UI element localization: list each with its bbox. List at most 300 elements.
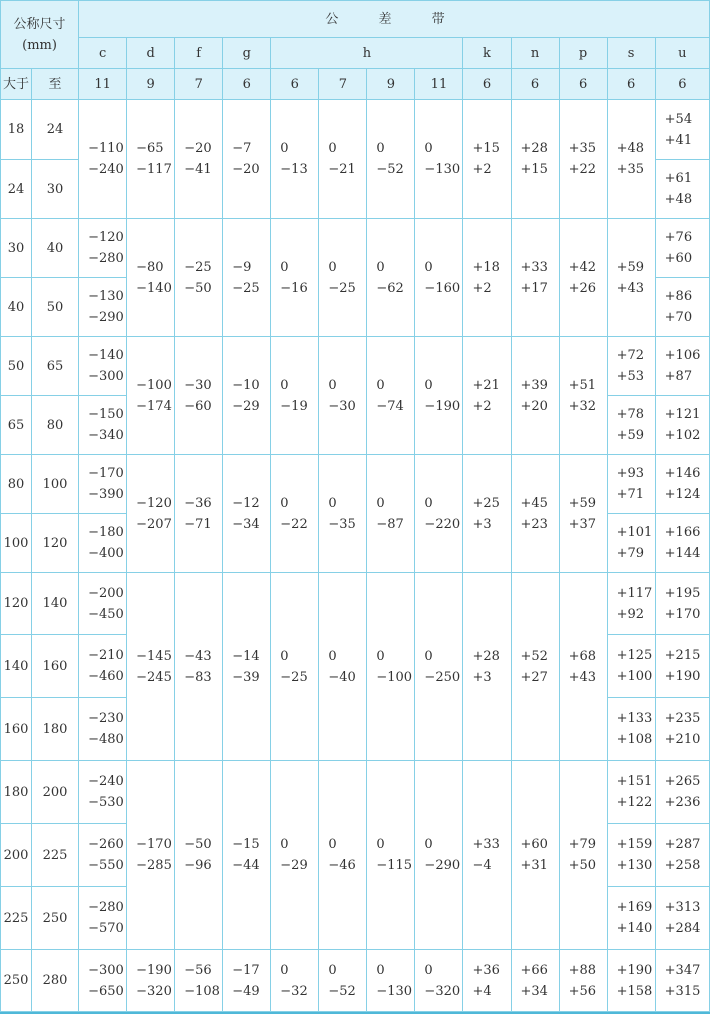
value-g <box>223 573 271 761</box>
value-c-upper: −110 <box>88 141 124 156</box>
value-u-lower: +41 <box>664 132 693 148</box>
value-c <box>79 219 127 278</box>
value-h6-lower: −22 <box>280 516 308 532</box>
value-d-upper: −120 <box>136 495 172 511</box>
size-to: 30 <box>32 160 79 219</box>
value-s-upper: +48 <box>616 141 645 156</box>
table-row <box>1 100 710 160</box>
size-from: 24 <box>1 160 32 219</box>
value-h6 <box>271 455 319 573</box>
value-f-lower: −83 <box>184 669 212 685</box>
value-h7-lower: −40 <box>328 669 356 685</box>
value-g-lower: −25 <box>232 280 260 296</box>
size-to: 160 <box>32 635 79 698</box>
value-s-lower: +43 <box>616 280 645 296</box>
value-h7-lower: −30 <box>328 398 356 414</box>
value-h6-lower: −13 <box>280 162 308 177</box>
value-g <box>223 761 271 950</box>
value-k <box>463 455 511 573</box>
value-h6-upper: 0 <box>280 377 289 393</box>
value-u-upper: +76 <box>664 230 693 245</box>
size-to: 80 <box>32 396 79 455</box>
value-c-upper: −240 <box>88 774 124 789</box>
tolerance-zone-label: 公 差 带 <box>325 11 463 27</box>
nominal-size-unit: (mm) <box>22 37 57 53</box>
value-u-upper: +121 <box>664 407 701 422</box>
value-s-lower: +79 <box>616 546 645 561</box>
value-h6-upper: 0 <box>280 962 289 978</box>
value-s <box>607 337 655 396</box>
letter-c: c <box>79 38 127 69</box>
value-u-lower: +60 <box>664 251 693 266</box>
size-from: 250 <box>1 950 32 1012</box>
value-h9-upper: 0 <box>376 259 385 275</box>
value-f-upper: −36 <box>184 495 212 511</box>
grade-h7: 7 <box>319 69 367 100</box>
value-s <box>607 573 655 635</box>
value-g-lower: −39 <box>232 669 260 685</box>
value-c-upper: −120 <box>88 230 124 245</box>
value-d-upper: −65 <box>136 141 164 156</box>
size-from: 140 <box>1 635 32 698</box>
value-h7-lower: −35 <box>328 516 356 532</box>
value-n-upper: +66 <box>520 962 548 978</box>
letter-p: p <box>559 38 607 69</box>
value-h9 <box>367 455 415 573</box>
value-p-upper: +59 <box>568 495 596 511</box>
size-from: 50 <box>1 337 32 396</box>
value-d-lower: −285 <box>136 858 172 873</box>
value-s <box>607 514 655 573</box>
value-h9-upper: 0 <box>376 837 385 852</box>
size-to: 250 <box>32 887 79 950</box>
value-f-lower: −96 <box>184 858 212 873</box>
value-d-lower: −174 <box>136 398 172 414</box>
value-d-upper: −190 <box>136 962 172 978</box>
value-g <box>223 219 271 337</box>
value-c <box>79 278 127 337</box>
size-from: 100 <box>1 514 32 573</box>
size-from: 160 <box>1 698 32 761</box>
value-h9-lower: −100 <box>376 669 413 685</box>
size-to: 280 <box>32 950 79 1012</box>
value-c-lower: −290 <box>88 310 124 325</box>
value-u-upper: +146 <box>664 466 701 481</box>
value-g-upper: −10 <box>232 377 260 393</box>
value-g <box>223 950 271 1012</box>
grade-s: 6 <box>607 69 655 100</box>
table-row <box>1 219 710 278</box>
value-h9-lower: −74 <box>376 398 404 414</box>
value-s-upper: +151 <box>616 774 653 789</box>
value-s <box>607 698 655 761</box>
value-c-lower: −450 <box>88 606 124 622</box>
value-u-lower: +258 <box>664 858 701 873</box>
value-u-lower: +87 <box>664 369 693 384</box>
value-d-upper: −170 <box>136 837 172 852</box>
value-c-upper: −300 <box>88 962 124 978</box>
value-k-lower: +3 <box>472 516 492 532</box>
value-d-lower: −320 <box>136 983 172 999</box>
value-g-lower: −49 <box>232 983 260 999</box>
value-c-lower: −530 <box>88 795 124 810</box>
value-h7 <box>319 219 367 337</box>
value-h9-lower: −87 <box>376 516 404 532</box>
grade-c: 11 <box>79 69 127 100</box>
value-u-upper: +54 <box>664 111 693 127</box>
value-h11-lower: −190 <box>424 398 461 414</box>
value-h9-upper: 0 <box>376 377 385 393</box>
value-p-upper: +68 <box>568 648 596 664</box>
value-u-lower: +315 <box>664 983 701 999</box>
table-body <box>1 100 710 1012</box>
value-k <box>463 761 511 950</box>
value-s <box>607 100 655 219</box>
value-f <box>175 455 223 573</box>
value-f-upper: −25 <box>184 259 212 275</box>
value-h6-lower: −19 <box>280 398 308 414</box>
upto-label: 至 <box>32 69 79 100</box>
value-f-upper: −50 <box>184 837 212 852</box>
letter-k: k <box>463 38 511 69</box>
value-u <box>655 455 709 514</box>
value-k <box>463 573 511 761</box>
value-f-upper: −20 <box>184 141 212 156</box>
value-n-lower: +23 <box>520 516 548 532</box>
size-to: 40 <box>32 219 79 278</box>
letter-d: d <box>127 38 175 69</box>
value-h9-lower: −130 <box>376 983 413 999</box>
value-u <box>655 100 709 160</box>
value-h11-upper: 0 <box>424 141 433 156</box>
value-k-upper: +33 <box>472 837 500 852</box>
size-to: 225 <box>32 824 79 887</box>
value-c-lower: −240 <box>88 162 124 177</box>
value-p <box>559 219 607 337</box>
value-d-lower: −140 <box>136 280 172 296</box>
value-u-upper: +61 <box>664 171 693 186</box>
value-u <box>655 160 709 219</box>
value-h7 <box>319 950 367 1012</box>
value-h9-lower: −62 <box>376 280 404 296</box>
size-to: 200 <box>32 761 79 824</box>
grade-h11: 11 <box>415 69 463 100</box>
letter-n: n <box>511 38 559 69</box>
value-c-upper: −130 <box>88 289 124 304</box>
value-n-lower: +17 <box>520 280 548 296</box>
value-n-lower: +27 <box>520 669 548 685</box>
value-p-upper: +88 <box>568 962 596 978</box>
value-u <box>655 761 709 824</box>
value-p-upper: +79 <box>568 837 596 852</box>
value-h7-upper: 0 <box>328 495 337 511</box>
letter-g: g <box>223 38 271 69</box>
value-k <box>463 219 511 337</box>
value-h9 <box>367 950 415 1012</box>
value-h9 <box>367 337 415 455</box>
value-u <box>655 219 709 278</box>
value-h6 <box>271 761 319 950</box>
grade-h9: 9 <box>367 69 415 100</box>
value-p-lower: +43 <box>568 669 596 685</box>
value-c <box>79 698 127 761</box>
value-g-upper: −17 <box>232 962 260 978</box>
value-c <box>79 573 127 635</box>
value-f-lower: −71 <box>184 516 212 532</box>
grade-k: 6 <box>463 69 511 100</box>
value-s-upper: +78 <box>616 407 645 422</box>
value-h11-upper: 0 <box>424 259 433 275</box>
grade-f: 7 <box>175 69 223 100</box>
value-p <box>559 761 607 950</box>
grade-d: 9 <box>127 69 175 100</box>
size-to: 65 <box>32 337 79 396</box>
value-d-upper: −145 <box>136 648 172 664</box>
size-to: 180 <box>32 698 79 761</box>
value-h6-upper: 0 <box>280 837 289 852</box>
value-d <box>127 573 175 761</box>
value-h11-upper: 0 <box>424 837 433 852</box>
size-to: 140 <box>32 573 79 635</box>
value-c <box>79 396 127 455</box>
nominal-size-header <box>1 1 79 69</box>
value-s-upper: +93 <box>616 466 645 481</box>
value-s <box>607 455 655 514</box>
letter-s: s <box>607 38 655 69</box>
value-d <box>127 455 175 573</box>
value-c <box>79 514 127 573</box>
value-h9-upper: 0 <box>376 648 385 664</box>
value-h11-lower: −220 <box>424 516 461 532</box>
value-p-lower: +50 <box>568 858 596 873</box>
value-s <box>607 635 655 698</box>
value-u-upper: +265 <box>664 774 701 789</box>
value-u <box>655 950 709 1012</box>
value-u <box>655 337 709 396</box>
value-s-upper: +117 <box>616 585 653 601</box>
value-d-upper: −80 <box>136 259 164 275</box>
value-p-upper: +51 <box>568 377 596 393</box>
value-f-lower: −60 <box>184 398 212 414</box>
value-n-upper: +33 <box>520 259 548 275</box>
value-u-lower: +144 <box>664 546 701 561</box>
value-k-upper: +21 <box>472 377 500 393</box>
value-k-upper: +36 <box>472 962 500 978</box>
value-s <box>607 950 655 1012</box>
value-h11-upper: 0 <box>424 648 433 664</box>
value-k-lower: +2 <box>472 162 492 177</box>
value-s-lower: +122 <box>616 795 653 810</box>
value-n-upper: +45 <box>520 495 548 511</box>
value-d-lower: −117 <box>136 162 172 177</box>
value-d <box>127 761 175 950</box>
value-c-lower: −650 <box>88 983 124 999</box>
value-f-lower: −50 <box>184 280 212 296</box>
table-row <box>1 455 710 514</box>
value-g <box>223 100 271 219</box>
value-h11-upper: 0 <box>424 377 433 393</box>
value-k-upper: +15 <box>472 141 500 156</box>
value-h7 <box>319 100 367 219</box>
value-s-upper: +101 <box>616 525 653 540</box>
value-p <box>559 337 607 455</box>
value-d-upper: −100 <box>136 377 172 393</box>
value-c-upper: −210 <box>88 648 124 663</box>
header-row-letters <box>1 38 710 69</box>
value-k <box>463 337 511 455</box>
value-h11-lower: −130 <box>424 162 461 177</box>
value-c-lower: −570 <box>88 921 124 936</box>
value-s-lower: +158 <box>616 983 653 999</box>
value-n-upper: +28 <box>520 141 548 156</box>
value-h6-upper: 0 <box>280 259 289 275</box>
value-u-upper: +106 <box>664 348 701 363</box>
value-n-lower: +31 <box>520 858 548 873</box>
value-g-lower: −34 <box>232 516 260 532</box>
value-h11 <box>415 761 463 950</box>
value-u-upper: +347 <box>664 962 701 978</box>
value-h9 <box>367 219 415 337</box>
value-u-upper: +86 <box>664 289 693 304</box>
value-u-upper: +313 <box>664 900 701 915</box>
value-s-lower: +140 <box>616 921 653 936</box>
value-u-lower: +170 <box>664 606 701 622</box>
value-u-lower: +236 <box>664 795 701 810</box>
value-c <box>79 887 127 950</box>
value-h11 <box>415 337 463 455</box>
letter-f: f <box>175 38 223 69</box>
value-c-lower: −300 <box>88 369 124 384</box>
value-n-upper: +52 <box>520 648 548 664</box>
value-p-lower: +22 <box>568 162 596 177</box>
value-s <box>607 824 655 887</box>
value-c-lower: −460 <box>88 669 124 684</box>
value-s-lower: +92 <box>616 606 645 622</box>
letter-h: h <box>271 38 463 69</box>
size-from: 65 <box>1 396 32 455</box>
grade-p: 6 <box>559 69 607 100</box>
value-c-lower: −340 <box>88 428 124 443</box>
value-h7-lower: −46 <box>328 858 356 873</box>
value-k-upper: +18 <box>472 259 500 275</box>
value-h6-lower: −25 <box>280 669 308 685</box>
table-bottom-rule <box>0 1012 710 1014</box>
value-s-lower: +108 <box>616 732 653 747</box>
value-u-lower: +124 <box>664 487 701 502</box>
value-c-lower: −390 <box>88 487 124 502</box>
value-h6 <box>271 219 319 337</box>
value-u-upper: +287 <box>664 837 701 852</box>
value-s-lower: +71 <box>616 487 645 502</box>
value-h6-upper: 0 <box>280 648 289 664</box>
value-h11-lower: −290 <box>424 858 461 873</box>
value-f <box>175 337 223 455</box>
value-s-upper: +125 <box>616 648 653 663</box>
table-row <box>1 761 710 824</box>
value-h6-lower: −32 <box>280 983 308 999</box>
value-h9-lower: −52 <box>376 162 404 177</box>
value-h7 <box>319 455 367 573</box>
value-c-upper: −260 <box>88 837 124 852</box>
value-k-lower: +2 <box>472 398 492 414</box>
value-c <box>79 950 127 1012</box>
size-from: 180 <box>1 761 32 824</box>
value-n <box>511 100 559 219</box>
value-c-upper: −230 <box>88 711 124 726</box>
above-label: 大于 <box>1 69 32 100</box>
size-from: 200 <box>1 824 32 887</box>
value-u <box>655 396 709 455</box>
value-u <box>655 635 709 698</box>
value-u <box>655 887 709 950</box>
value-n <box>511 337 559 455</box>
value-s-upper: +133 <box>616 711 653 726</box>
size-from: 80 <box>1 455 32 514</box>
value-s <box>607 219 655 337</box>
size-to: 50 <box>32 278 79 337</box>
value-h11 <box>415 100 463 219</box>
value-c <box>79 761 127 824</box>
value-g <box>223 337 271 455</box>
table-row <box>1 573 710 635</box>
value-g-upper: −12 <box>232 495 260 511</box>
value-h7-upper: 0 <box>328 141 337 156</box>
value-p-lower: +26 <box>568 280 596 296</box>
value-u-lower: +102 <box>664 428 701 443</box>
size-from: 225 <box>1 887 32 950</box>
value-h11-upper: 0 <box>424 962 433 978</box>
value-k-lower: −4 <box>472 858 492 873</box>
value-h6 <box>271 950 319 1012</box>
value-p-lower: +32 <box>568 398 596 414</box>
value-s-lower: +53 <box>616 369 645 384</box>
value-c <box>79 635 127 698</box>
value-h6-upper: 0 <box>280 141 289 156</box>
value-n <box>511 219 559 337</box>
value-n-lower: +20 <box>520 398 548 414</box>
value-d <box>127 219 175 337</box>
value-s-lower: +59 <box>616 428 645 443</box>
value-c-upper: −170 <box>88 466 124 481</box>
value-h6-lower: −29 <box>280 858 308 873</box>
value-c-upper: −180 <box>88 525 124 540</box>
value-s-upper: +59 <box>616 259 645 275</box>
value-c <box>79 100 127 219</box>
grade-h6: 6 <box>271 69 319 100</box>
value-f-upper: −43 <box>184 648 212 664</box>
value-n <box>511 950 559 1012</box>
value-d <box>127 950 175 1012</box>
value-f-lower: −41 <box>184 162 212 177</box>
value-h7 <box>319 573 367 761</box>
size-from: 40 <box>1 278 32 337</box>
value-s-lower: +100 <box>616 669 653 684</box>
value-p-upper: +35 <box>568 141 596 156</box>
value-h7-lower: −21 <box>328 162 356 177</box>
value-g <box>223 455 271 573</box>
table-row <box>1 950 710 1012</box>
value-p <box>559 950 607 1012</box>
value-h11 <box>415 573 463 761</box>
value-c <box>79 455 127 514</box>
size-to: 24 <box>32 100 79 160</box>
value-c <box>79 824 127 887</box>
value-h7 <box>319 761 367 950</box>
value-d <box>127 100 175 219</box>
value-u-lower: +284 <box>664 921 701 936</box>
value-h9 <box>367 761 415 950</box>
value-h7-upper: 0 <box>328 259 337 275</box>
